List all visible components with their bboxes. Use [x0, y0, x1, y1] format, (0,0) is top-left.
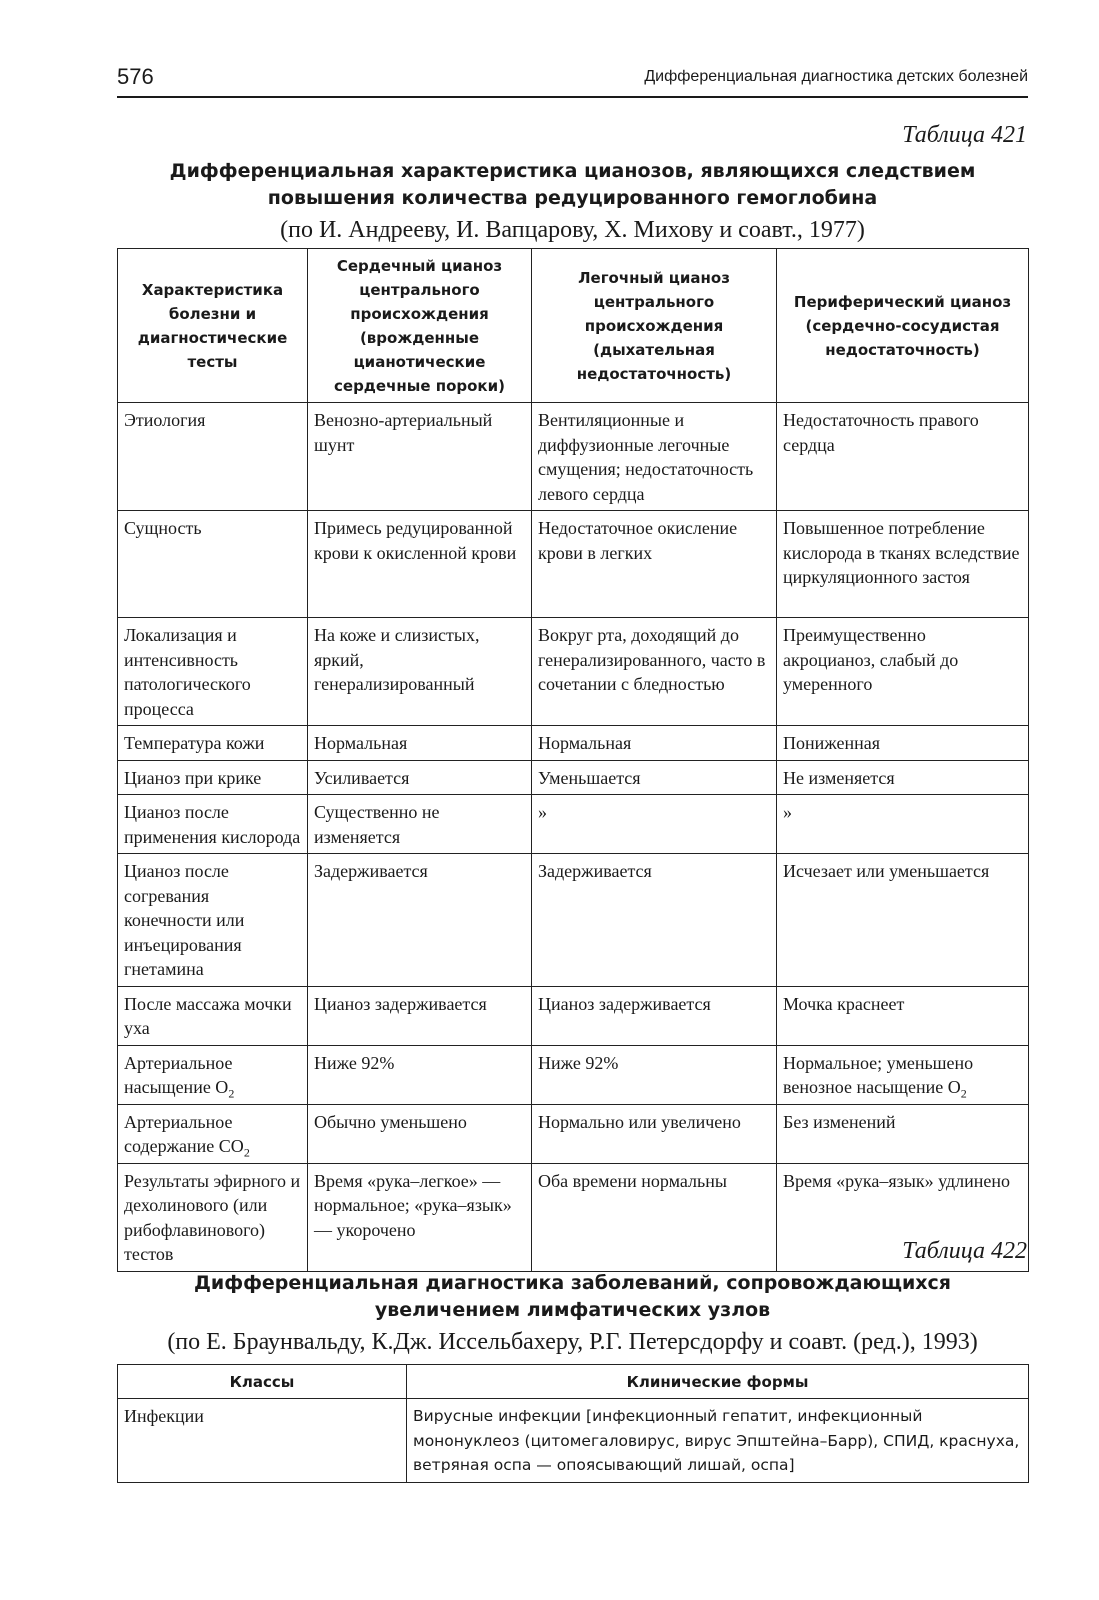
table-421-title [117, 158, 1028, 212]
table-422-title-line-2: увеличением лимфатических узлов [374, 1299, 771, 1321]
table-422-title [117, 1270, 1028, 1324]
row-label: Температура кожи [118, 726, 308, 761]
table-row [118, 1399, 1029, 1483]
cell: Нормальная [532, 726, 777, 761]
table-row [118, 1045, 1029, 1104]
cell: Пониженная [777, 726, 1029, 761]
row-label-text: Артериальное насыщение O [124, 1052, 233, 1097]
table-421 [117, 248, 1029, 1272]
cell: Венозно-артериальный шунт [308, 403, 532, 511]
cell: Без изменений [777, 1104, 1029, 1163]
table-422-label: Таблица 422 [902, 1238, 1027, 1264]
cell: Оба времени нормальны [532, 1163, 777, 1271]
cell: Повышенное потребление кислорода в тканях вследствие циркуляционного застоя [777, 511, 1029, 618]
table-421-title-line-1: Дифференциальная характеристика цианозов, являющихся следствием [169, 160, 976, 182]
row-label: Цианоз при крике [118, 760, 308, 795]
cell: Мочка краснеет [777, 986, 1029, 1045]
cell: Цианоз задерживается [308, 986, 532, 1045]
table-421-source: (по И. Андрееву, И. Вапцарову, Х. Михову и соавт., 1977) [280, 217, 865, 243]
row-label-text: Артериальное содержание CO [124, 1111, 244, 1156]
cell: Примесь редуцированной крови к окисленной крови [308, 511, 532, 618]
table-row [118, 795, 1029, 854]
cell: Ниже 92% [532, 1045, 777, 1104]
cell: Нормально или увеличено [532, 1104, 777, 1163]
header-clinical-forms: Клинические формы [407, 1365, 1029, 1399]
row-label: После массажа мочки уха [118, 986, 308, 1045]
table-row [118, 618, 1029, 726]
row-label [118, 1045, 308, 1104]
header-classes: Классы [118, 1365, 407, 1399]
row-label: Инфекции [118, 1399, 407, 1483]
table-422-source: (по Е. Браунвальду, К.Дж. Иссельбахеру, Р.Г. Петерсдорфу и соавт. (ред.), 1993) [167, 1329, 978, 1355]
cell: Вокруг рта, доходящий до генерализированного, часто в сочетании с бледностью [532, 618, 777, 726]
ditto-mark: » [532, 795, 777, 854]
cell: Вентиляционные и диффузионные легочные смущения; недостаточность левого сердца [532, 403, 777, 511]
row-label: Сущность [118, 511, 308, 618]
cell: Недостаточное окисление крови в легких [532, 511, 777, 618]
subscript: 2 [960, 1086, 967, 1101]
table-row [118, 1104, 1029, 1163]
table-422-header-row [118, 1365, 1029, 1399]
cell [777, 1045, 1029, 1104]
row-label: Локализация и интенсивность патологического процесса [118, 618, 308, 726]
cell: Вирусные инфекции [инфекционный гепатит, инфекционный мононуклеоз (цитомегаловирус, вирус Эпштейна–Барр), СПИД, краснуха, ветряная оспа — опоясывающий лишай, оспа] [407, 1399, 1029, 1483]
cell: На коже и слизистых, яркий, генерализированный [308, 618, 532, 726]
table-421-label: Таблица 421 [902, 122, 1027, 148]
header-peripheral-cyanosis: Периферический цианоз (сердечно-сосудистая недостаточность) [777, 249, 1029, 403]
row-label: Этиология [118, 403, 308, 511]
page-number: 576 [117, 64, 154, 89]
subscript: 2 [228, 1086, 235, 1101]
cell: Задерживается [532, 854, 777, 987]
table-row [118, 511, 1029, 618]
table-row [118, 1163, 1029, 1271]
table-row [118, 403, 1029, 511]
running-head [117, 62, 1028, 98]
running-title: Дифференциальная диагностика детских болезней [644, 68, 1028, 85]
table-row [118, 854, 1029, 987]
subscript: 2 [243, 1145, 250, 1160]
row-label: Результаты эфирного и дехолинового (или рибофлавинового) тестов [118, 1163, 308, 1271]
cell: Ниже 92% [308, 1045, 532, 1104]
cell: Задерживается [308, 854, 532, 987]
cell: Преимущественно акроцианоз, слабый до умеренного [777, 618, 1029, 726]
cell-text: Нормальное; уменьшено венозное насыщение O [783, 1052, 974, 1097]
table-row [118, 726, 1029, 761]
row-label: Цианоз после согревания конечности или инъецирования гнетамина [118, 854, 308, 987]
header-characteristic: Характеристика болезни и диагностические тесты [118, 249, 308, 403]
table-421-title-line-2: повышения количества редуцированного гемоглобина [267, 187, 878, 209]
ditto-mark: » [777, 795, 1029, 854]
table-421-header-row [118, 249, 1029, 403]
header-cardiac-cyanosis: Сердечный цианоз центрального происхождения (врожденные цианотические сердечные пороки) [308, 249, 532, 403]
row-label: Цианоз после применения кислорода [118, 795, 308, 854]
cell: Нормальная [308, 726, 532, 761]
cell: Цианоз задерживается [532, 986, 777, 1045]
table-422 [117, 1364, 1029, 1483]
cell: Недостаточность правого сердца [777, 403, 1029, 511]
table-row [118, 760, 1029, 795]
cell: Время «рука–язык» удлинено [777, 1163, 1029, 1271]
table-row [118, 986, 1029, 1045]
cell: Исчезает или уменьшается [777, 854, 1029, 987]
cell: Существенно не изменяется [308, 795, 532, 854]
header-pulmonary-cyanosis: Легочный цианоз центрального происхождения (дыхательная недостаточность) [532, 249, 777, 403]
table-422-title-line-1: Дифференциальная диагностика заболеваний, сопровождающихся [193, 1272, 952, 1294]
cell: Не изменяется [777, 760, 1029, 795]
cell: Обычно уменьшено [308, 1104, 532, 1163]
cell: Время «рука–легкое» — нормальное; «рука–язык» — укорочено [308, 1163, 532, 1271]
cell: Уменьшается [532, 760, 777, 795]
row-label [118, 1104, 308, 1163]
cell: Усиливается [308, 760, 532, 795]
